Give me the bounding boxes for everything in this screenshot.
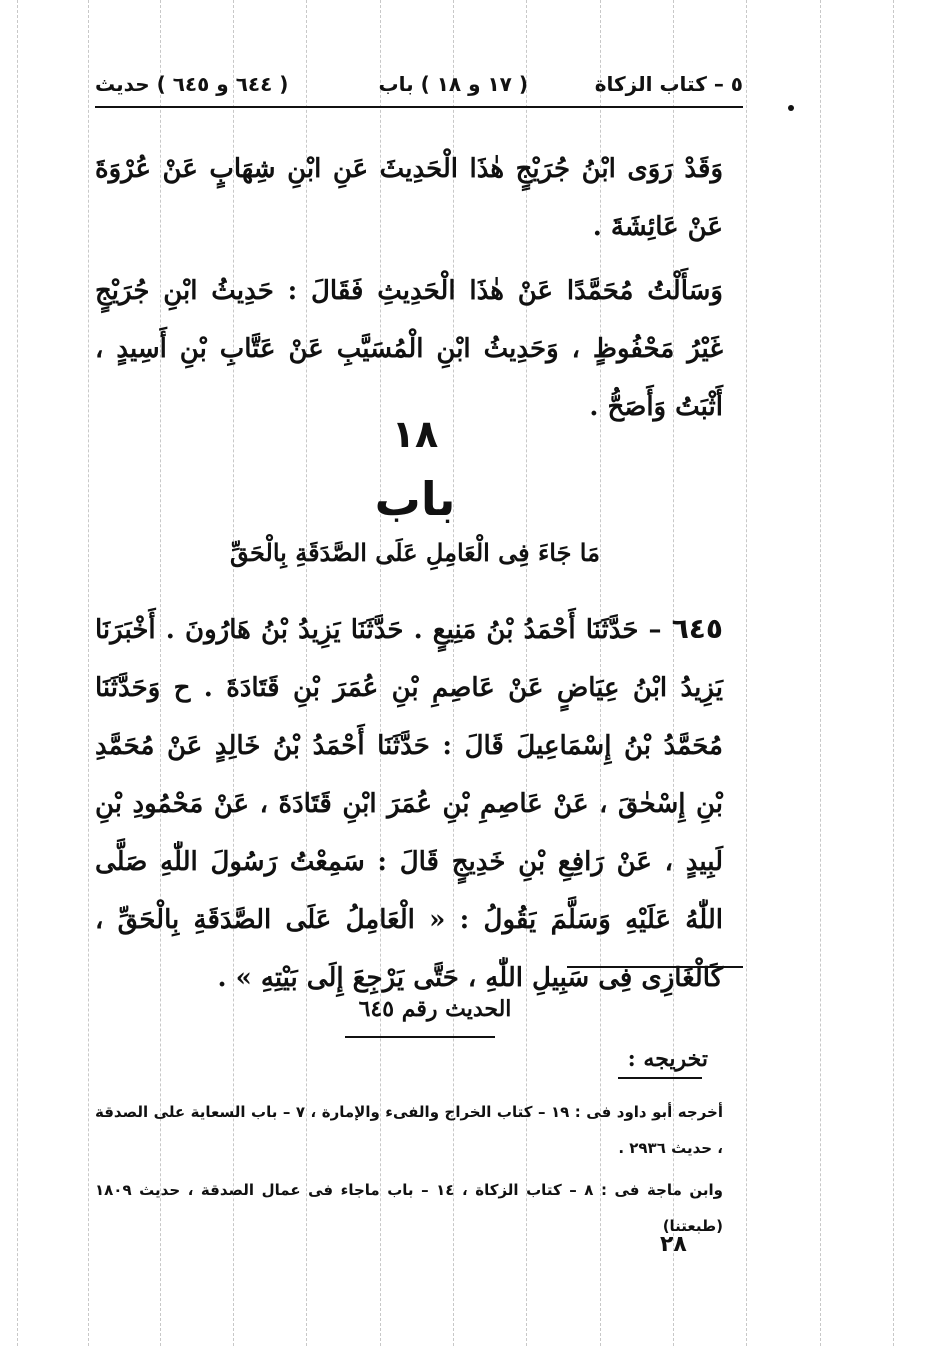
header-book-title: ٥ – كتاب الزكاة	[594, 72, 743, 96]
page-number: ٢٨	[660, 1232, 687, 1257]
chapter-title: مَا جَاءَ فِى الْعَامِلِ عَلَى الصَّدَقَةِ بِالْحَقِّ	[230, 538, 600, 567]
scan-guide-line	[893, 0, 894, 1346]
paragraph	[95, 140, 723, 256]
scan-guide-line	[88, 0, 89, 1346]
chapter-number: ١٨	[391, 412, 439, 456]
scan-guide-line	[820, 0, 821, 1346]
header-hadith-ref: ( ٦٤٤ و ٦٤٥ ) حديث	[95, 72, 289, 96]
paragraph-text: وَقَدْ رَوَى ابْنُ جُرَيْجٍ هٰذَا الْحَدِيثَ عَنِ ابْنِ شِهَابٍ عَنْ عُرْوَةَ عَنْ عَائِشَةَ .	[95, 154, 723, 242]
header-chapter-ref: ( ١٧ و ١٨ ) باب	[378, 72, 528, 96]
takhrij-underline	[618, 1077, 702, 1079]
paragraph-text: وَسَأَلْتُ مُحَمَّدًا عَنْ هٰذَا الْحَدِيثِ فَقَالَ : حَدِيثُ ابْنِ جُرَيْجٍ غَيْرُ مَحْفُوظٍ ، وَحَدِيثُ ابْنِ الْمُسَيَّبِ عَنْ عَتَّابِ بْنِ أَسِيدٍ ، أَثْبَتُ وَأَصَحُّ .	[95, 276, 723, 422]
footnote-separator	[567, 966, 743, 968]
notes-title: الحديث رقم ٦٤٥	[358, 996, 512, 1022]
notes-title-underline	[345, 1036, 495, 1038]
header-divider	[95, 106, 743, 108]
footnote: وابن ماجة فى : ٨ – كتاب الزكاة ، ١٤ – باب ماجاء فى عمال الصدقة ، حديث ١٨٠٩ (طبعتنا)	[95, 1181, 723, 1235]
margin-dot	[788, 105, 794, 111]
chapter-heading: باب	[374, 472, 456, 526]
footnote: أخرجه أبو داود فى : ١٩ – كتاب الخراج والفىء والإمارة ، ٧ – باب السعاية على الصدقة ، حديث ٢٩٣٦ .	[95, 1103, 723, 1157]
hadith-number: ٦٤٥	[671, 612, 723, 645]
paragraph	[95, 262, 723, 436]
running-header	[95, 68, 743, 104]
scan-guide-line	[746, 0, 747, 1346]
hadith-block	[95, 600, 723, 1007]
scan-guide-line	[17, 0, 18, 1346]
hadith-text: – حَدَّثَنَا أَحْمَدُ بْنُ مَنِيعٍ . حَدَّثَنَا يَزِيدُ بْنُ هَارُونَ . أَخْبَرَنَا يَزِيدُ ابْنُ عِيَاضٍ عَنْ عَاصِمِ بْنِ عُمَرَ بْنِ قَتَادَةَ . ح وَحَدَّثَنَا مُحَمَّدُ بْنُ إِسْمَاعِيلَ قَالَ : حَدَّثَنَا أَحْمَدُ بْنُ خَالِدٍ عَنْ مُحَمَّدِ بْنِ إِسْحٰقَ ، عَنْ عَاصِمِ بْنِ عُمَرَ ابْنِ قَتَادَةَ ، عَنْ مَحْمُودِ بْنِ لَبِيدٍ ، عَنْ رَافِعِ بْنِ خَدِيجٍ قَالَ : سَمِعْتُ رَسُولَ اللّٰهِ صَلَّى اللّٰهُ عَلَيْهِ وَسَلَّمَ يَقُولُ : « الْعَامِلُ عَلَى الصَّدَقَةِ بِالْحَقِّ ، كَالْغَازِى فِى سَبِيلِ اللّٰهِ ، حَتَّى يَرْجِعَ إِلَى بَيْتِهِ » .	[95, 615, 723, 993]
takhrij-heading: تخريجه :	[627, 1046, 708, 1072]
